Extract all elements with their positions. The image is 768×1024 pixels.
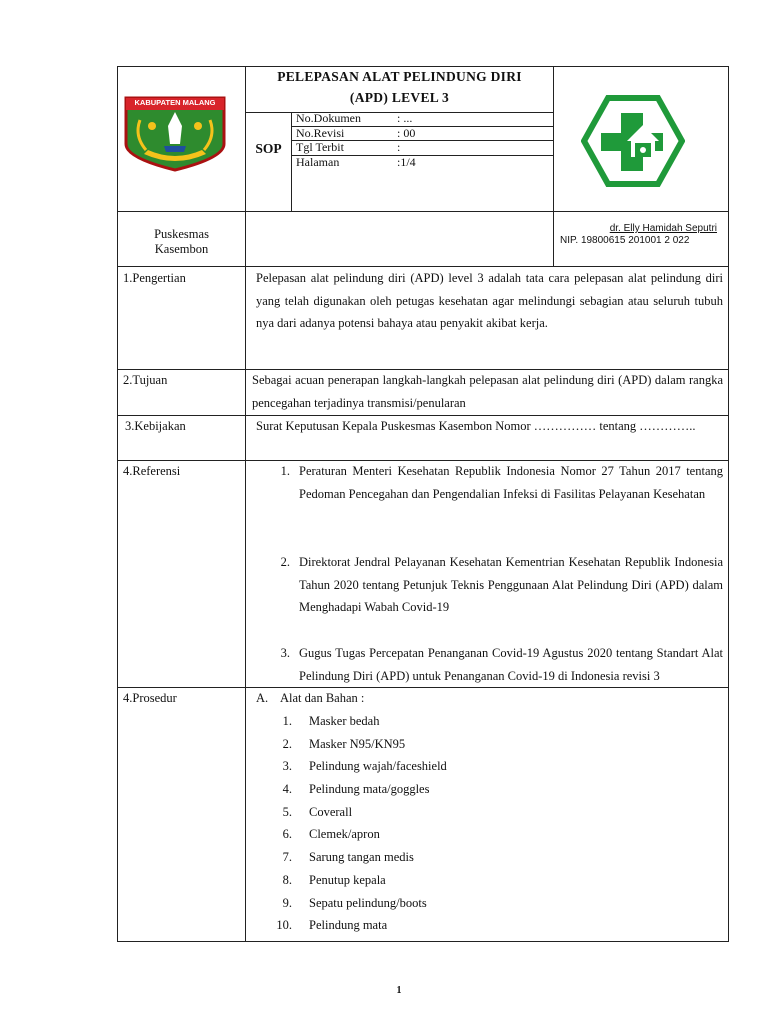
reference-number: 2. <box>280 555 290 569</box>
equipment-item <box>270 733 720 756</box>
equipment-item <box>270 823 720 846</box>
equipment-number: 10. <box>276 918 292 933</box>
equipment-item <box>270 869 720 892</box>
section-text-pengertian: Pelepasan alat pelindung diri (APD) level 3 adalah tata cara pelepasan alat pelindung diri yang telah digunakan oleh petugas kesehatan agar melindungi sebagian atau seluruh tubuh nya dari adanya potensi bahaya atau penyakit akibat kerja. <box>256 271 723 330</box>
reference-item <box>270 460 723 551</box>
page-number: 1 <box>396 985 402 996</box>
section-label-tujuan: 2.Tujuan <box>123 373 168 387</box>
equipment-list <box>270 710 720 937</box>
section-text-kebijakan: Surat Keputusan Kepala Puskesmas Kasembon Nomor …………… tentang ………….. <box>256 419 696 433</box>
signer-name: dr. Elly Hamidah Seputri <box>609 223 717 234</box>
equipment-item <box>270 914 720 937</box>
equipment-text: Sarung tangan medis <box>309 850 414 865</box>
document-title-line2: (APD) LEVEL 3 <box>349 90 450 105</box>
section-label-pengertian: 1.Pengertian <box>123 271 186 285</box>
equipment-item <box>270 801 720 824</box>
kabupaten-malang-logo <box>124 96 226 172</box>
reference-text: Gugus Tugas Percepatan Penanganan Covid-19 Agustus 2020 tentang Standart Alat Pelindung Diri (APD) untuk Penanganan Covid-19 di Indonesia revisi 3 <box>299 646 723 683</box>
meta-row <box>296 155 339 170</box>
meta-row <box>296 140 344 155</box>
reference-text: Peraturan Menteri Kesehatan Republik Indonesia Nomor 27 Tahun 2017 tentang Pedoman Pencegahan dan Pengendalian Infeksi di Fasilitas Pelayanan Kesehatan <box>299 464 723 501</box>
section-label-prosedur: 4.Prosedur <box>123 691 177 705</box>
meta-label: No.Revisi <box>296 126 345 140</box>
meta-label: Tgl Terbit <box>296 140 344 154</box>
equipment-item <box>270 755 720 778</box>
equipment-number: 9. <box>282 895 292 910</box>
equipment-number: 7. <box>282 850 292 865</box>
equipment-text: Masker N95/KN95 <box>309 736 406 751</box>
equipment-text: Clemek/apron <box>309 827 380 842</box>
equipment-item <box>270 846 720 869</box>
meta-value: : ... <box>397 111 413 125</box>
equipment-number: 6. <box>282 827 292 842</box>
meta-row <box>296 126 344 141</box>
prosedur-sub-letter: A. <box>256 691 269 705</box>
meta-value: : 00 <box>397 126 416 140</box>
equipment-number: 2. <box>282 736 292 751</box>
reference-item <box>270 551 723 642</box>
section-text-tujuan: Sebagai acuan penerapan langkah-langkah pelepasan alat pelindung diri (APD) dalam rangka pencegahan terjadinya transmisi/penularan <box>252 373 723 410</box>
equipment-number: 3. <box>282 759 292 774</box>
puskesmas-logo <box>581 95 685 187</box>
equipment-text: Penutup kepala <box>309 872 386 887</box>
meta-value: : <box>397 140 401 154</box>
equipment-text: Pelindung mata <box>309 918 388 933</box>
meta-value: :1/4 <box>397 155 416 169</box>
org-name-line1: Puskesmas <box>154 227 209 241</box>
equipment-number: 4. <box>282 782 292 797</box>
org-name-line2: Kasembon <box>154 242 209 256</box>
equipment-text: Pelindung mata/goggles <box>309 782 430 797</box>
equipment-item <box>270 778 720 801</box>
equipment-item <box>270 892 720 915</box>
meta-label: Halaman <box>296 155 340 169</box>
equipment-item <box>270 710 720 733</box>
equipment-text: Sepatu pelindung/boots <box>309 895 427 910</box>
prosedur-sub-title: Alat dan Bahan : <box>280 691 365 705</box>
reference-text: Direktorat Jendral Pelayanan Kesehatan Kementrian Kesehatan Republik Indonesia Tahun 2020 tentang Petunjuk Teknis Penggunaan Alat Pelindung Diri (APD) dalam Menghadapi Wabah Covid-19 <box>299 555 723 614</box>
section-label-kebijakan: 3.Kebijakan <box>125 419 186 433</box>
logo-banner-text: KABUPATEN MALANG <box>134 98 216 107</box>
document-title-line1: PELEPASAN ALAT PELINDUNG DIRI <box>277 69 522 84</box>
equipment-text: Masker bedah <box>309 714 380 728</box>
equipment-number: 5. <box>282 804 292 819</box>
reference-number: 3. <box>280 646 290 660</box>
sop-label: SOP <box>255 141 282 156</box>
equipment-text: Pelindung wajah/faceshield <box>309 759 447 774</box>
meta-label: No.Dokumen <box>296 111 361 125</box>
meta-row <box>296 111 361 126</box>
reference-number: 1. <box>280 464 290 478</box>
equipment-number: 1. <box>282 714 292 728</box>
signer-nip: NIP. 19800615 201001 2 022 <box>560 235 690 246</box>
equipment-number: 8. <box>282 872 292 887</box>
equipment-text: Coverall <box>309 804 353 819</box>
section-label-referensi: 4.Referensi <box>123 464 181 478</box>
reference-list <box>270 460 723 710</box>
